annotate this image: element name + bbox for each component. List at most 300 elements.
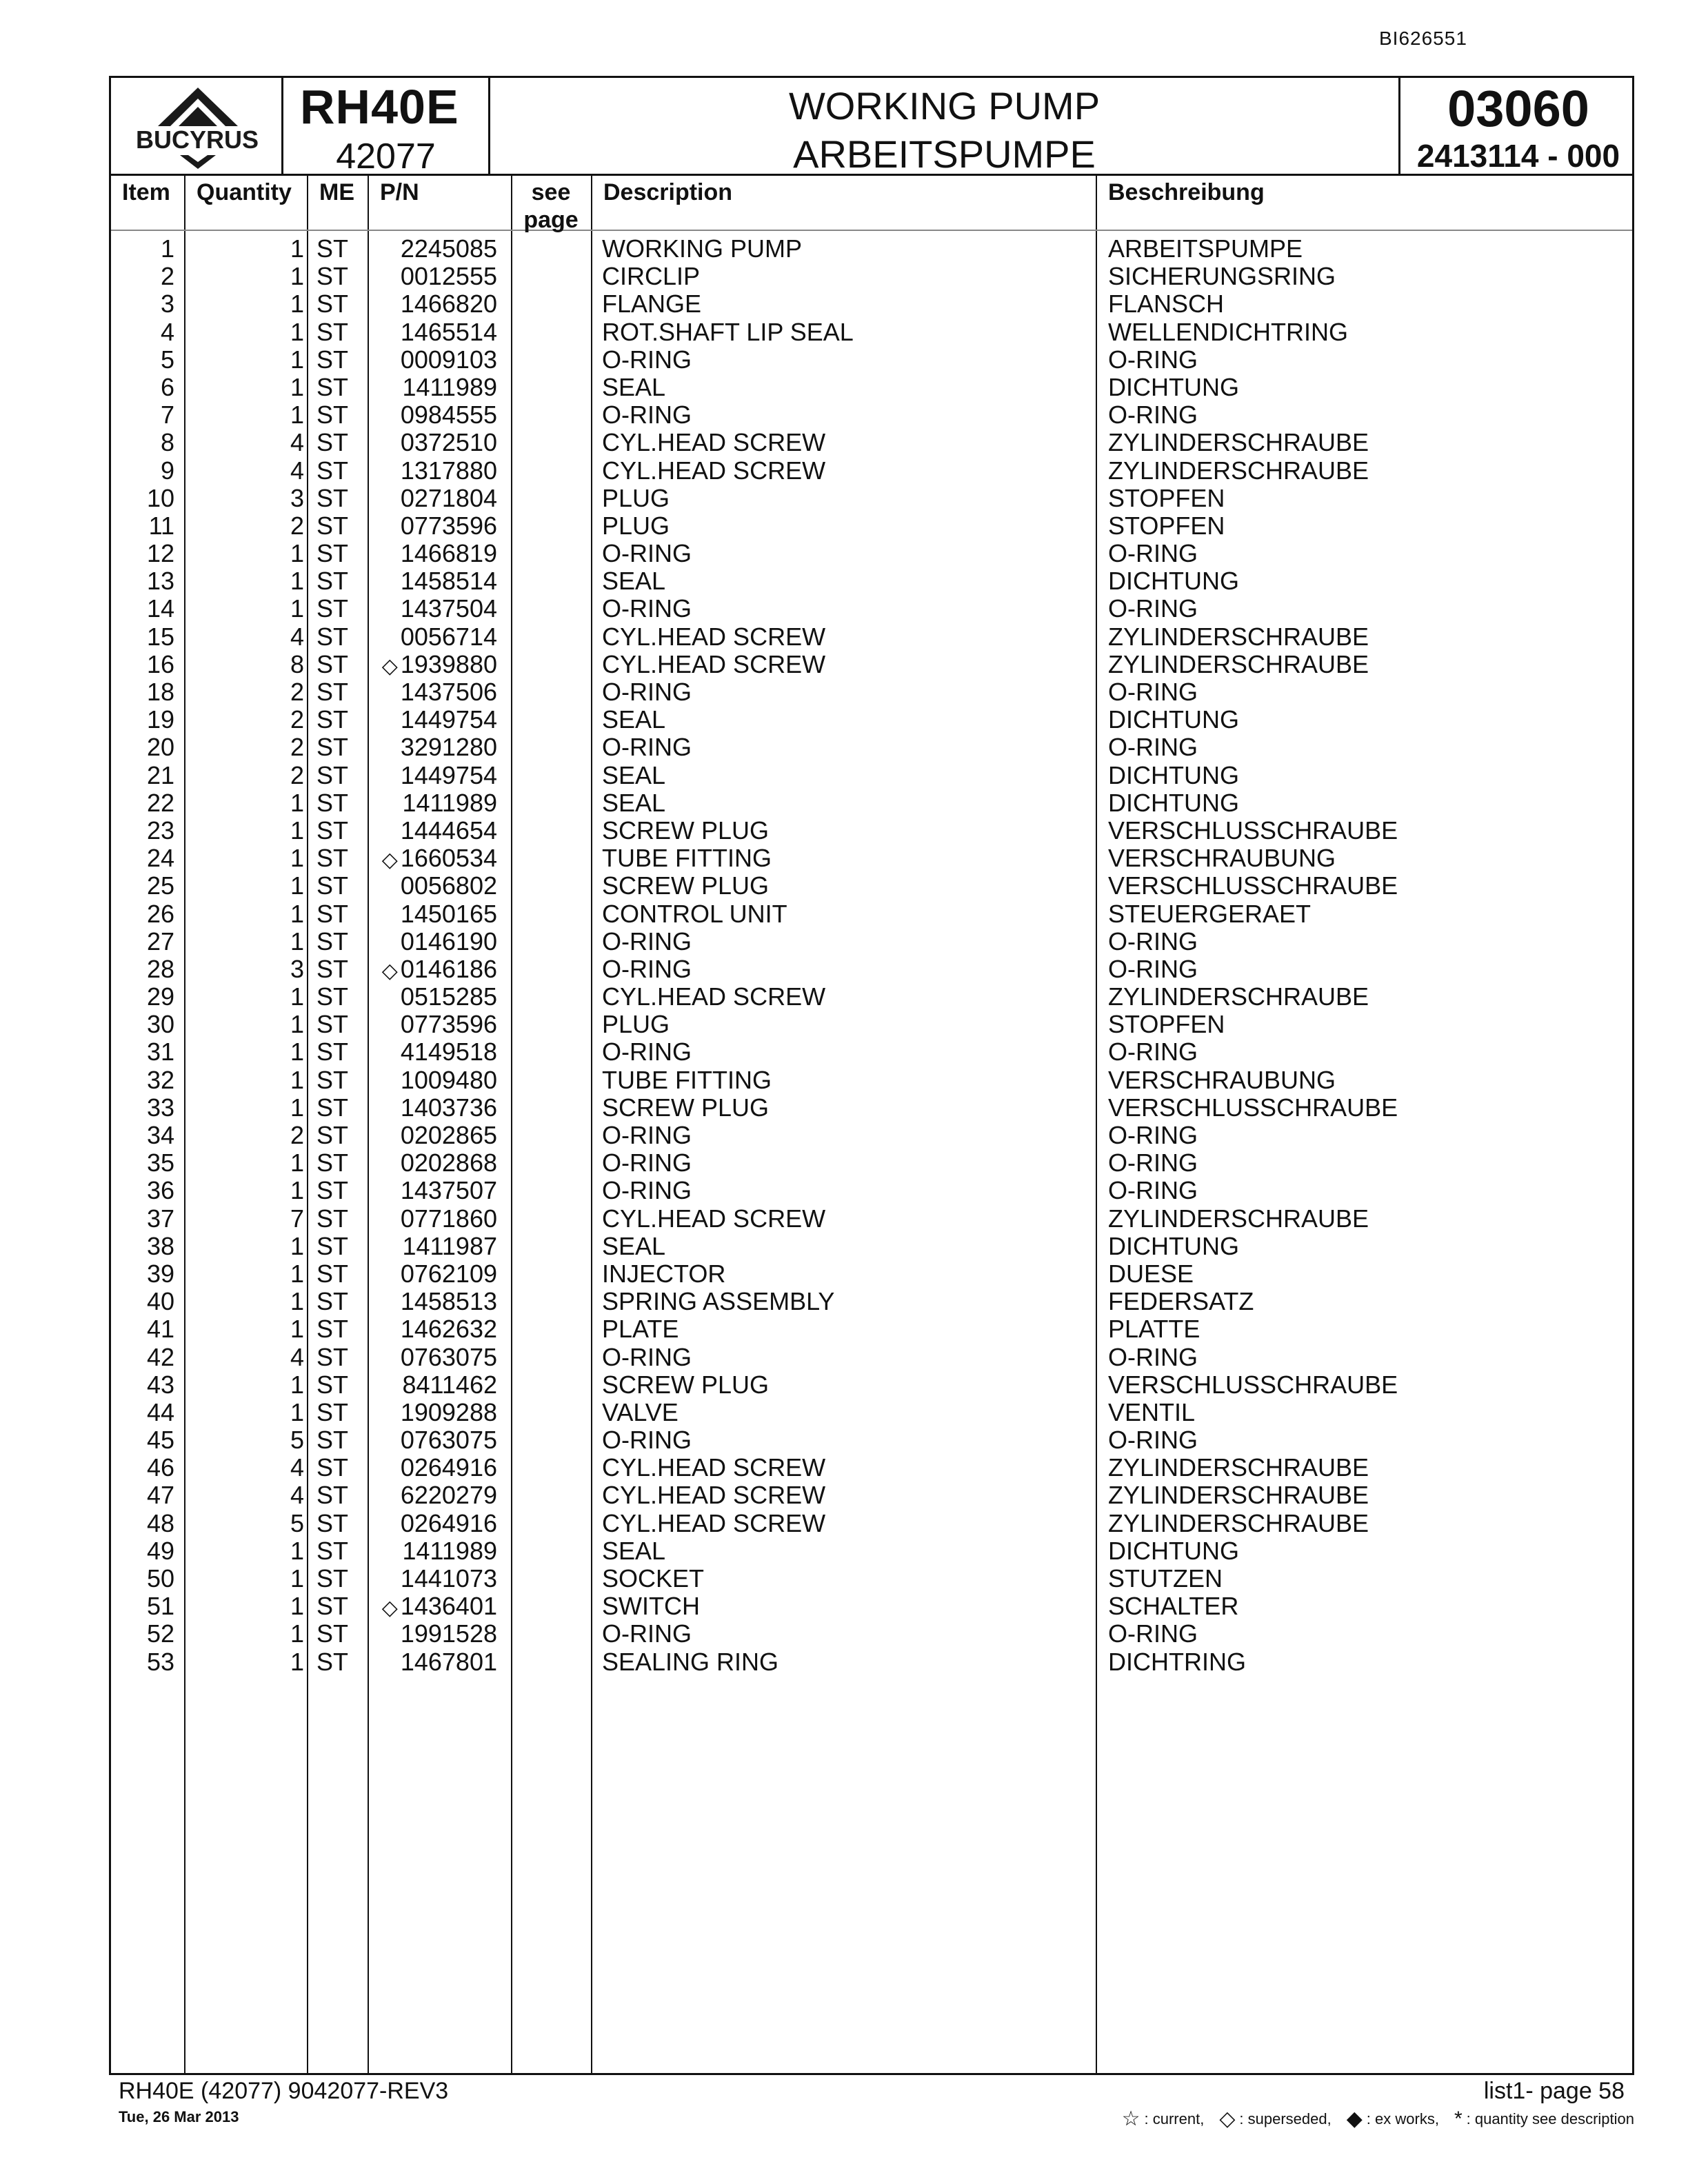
quantity-cell: 1 [290, 372, 304, 401]
part-number: 0515285 [400, 982, 497, 1011]
header-me: ME [319, 179, 354, 205]
part-number: 0372510 [400, 428, 497, 457]
part-number: 1467801 [400, 1647, 497, 1676]
quantity-cell: 1 [290, 1231, 304, 1260]
item-number: 2 [160, 262, 174, 291]
part-number-cell [376, 706, 497, 736]
beschreibung-cell: WELLENDICHTRING [1108, 317, 1349, 346]
quantity-cell: 1 [290, 539, 304, 568]
table-row [111, 845, 1632, 872]
item-number: 42 [146, 1342, 174, 1371]
beschreibung-cell: O-RING [1108, 345, 1198, 374]
description-cell: O-RING [602, 594, 692, 623]
part-number-cell [376, 762, 497, 791]
model-block [283, 78, 490, 174]
quantity-cell: 2 [290, 733, 304, 762]
superseded-icon: ◇ [381, 1597, 398, 1620]
unit-cell: ST [316, 1564, 349, 1593]
header-item: Item [122, 179, 170, 205]
unit-cell: ST [316, 982, 349, 1011]
beschreibung-cell: VERSCHRAUBUNG [1108, 1065, 1336, 1094]
part-number-cell [376, 956, 497, 985]
part-number: 0264916 [400, 1453, 497, 1482]
quantity-cell: 1 [290, 345, 304, 374]
unit-cell: ST [316, 317, 349, 346]
part-number: 2245085 [400, 234, 497, 263]
unit-cell: ST [316, 1592, 349, 1621]
description-cell: O-RING [602, 1149, 692, 1177]
table-row [111, 1038, 1632, 1066]
item-number: 47 [146, 1481, 174, 1510]
beschreibung-cell: STOPFEN [1108, 511, 1225, 540]
part-number: 0012555 [400, 262, 497, 291]
unit-cell: ST [316, 1259, 349, 1288]
quantity-cell: 1 [290, 1315, 304, 1344]
unit-cell: ST [316, 1426, 349, 1455]
beschreibung-cell: O-RING [1108, 954, 1198, 983]
unit-cell: ST [316, 788, 349, 817]
beschreibung-cell: DICHTUNG [1108, 372, 1239, 401]
unit-cell: ST [316, 733, 349, 762]
description-cell: SEAL [602, 788, 666, 817]
description-cell: SWITCH [602, 1592, 700, 1621]
beschreibung-cell: VERSCHLUSSCHRAUBE [1108, 816, 1398, 845]
part-number-cell [376, 983, 497, 1013]
unit-cell: ST [316, 899, 349, 928]
footer-date: Tue, 26 Mar 2013 [119, 2108, 239, 2125]
header-description: Description [603, 179, 733, 205]
part-number: 0146190 [400, 927, 497, 956]
bucyrus-logo-icon [117, 83, 278, 170]
item-number: 9 [160, 456, 174, 485]
part-number: 1939880 [400, 649, 497, 678]
unit-cell: ST [316, 1065, 349, 1094]
part-number: 1317880 [400, 456, 497, 485]
quantity-cell: 1 [290, 1176, 304, 1205]
beschreibung-cell: O-RING [1108, 1619, 1198, 1648]
beschreibung-cell: ZYLINDERSCHRAUBE [1108, 1453, 1369, 1482]
part-number: 0763075 [400, 1342, 497, 1371]
part-number-cell [376, 789, 497, 819]
part-number-cell [376, 1537, 497, 1567]
table-row [111, 900, 1632, 928]
unit-cell: ST [316, 511, 349, 540]
part-number: 0202865 [400, 1121, 497, 1149]
item-number: 20 [146, 733, 174, 762]
part-number: 1437507 [400, 1176, 497, 1205]
unit-cell: ST [316, 483, 349, 512]
quantity-cell: 1 [290, 1397, 304, 1426]
footer-page-number: list1- page 58 [1483, 2078, 1625, 2104]
beschreibung-cell: STOPFEN [1108, 483, 1225, 512]
description-cell: O-RING [602, 345, 692, 374]
superseded-icon: ◇ [381, 849, 398, 872]
part-number: 1991528 [400, 1619, 497, 1648]
beschreibung-cell: STOPFEN [1108, 1010, 1225, 1039]
table-row [111, 983, 1632, 1011]
table-row [111, 928, 1632, 956]
beschreibung-cell: O-RING [1108, 594, 1198, 623]
quantity-cell: 5 [290, 1508, 304, 1537]
group-code: 03060 [1447, 80, 1589, 137]
quantity-cell: 2 [290, 760, 304, 789]
description-cell: CYL.HEAD SCREW [602, 1204, 826, 1233]
table-row [111, 1094, 1632, 1122]
part-number: 1437504 [400, 594, 497, 623]
beschreibung-cell: O-RING [1108, 539, 1198, 568]
item-number: 16 [146, 649, 174, 678]
description-cell: INJECTOR [602, 1259, 726, 1288]
part-number-cell [376, 623, 497, 653]
superseded-icon: ◇ [381, 654, 398, 678]
item-number: 11 [148, 511, 174, 540]
unit-cell: ST [316, 1315, 349, 1344]
table-row [111, 956, 1632, 983]
item-number: 19 [146, 705, 174, 734]
part-number: 1411989 [402, 788, 497, 817]
part-number: 0146186 [400, 954, 497, 983]
header-pn: P/N [380, 179, 419, 205]
item-number: 23 [146, 816, 174, 845]
asterisk-icon: * [1454, 2107, 1463, 2130]
part-number: 1411989 [402, 372, 497, 401]
description-cell: CYL.HEAD SCREW [602, 622, 826, 651]
description-cell: O-RING [602, 678, 692, 706]
part-number: 1403736 [400, 1093, 497, 1122]
part-number-cell [376, 1648, 497, 1678]
unit-cell: ST [316, 567, 349, 596]
header-see-page: see page [523, 179, 579, 233]
beschreibung-cell: FLANSCH [1108, 290, 1225, 318]
beschreibung-cell: ARBEITSPUMPE [1108, 234, 1303, 263]
beschreibung-cell: DICHTUNG [1108, 760, 1239, 789]
part-number-cell [376, 374, 497, 403]
unit-cell: ST [316, 622, 349, 651]
part-number-cell [376, 346, 497, 376]
part-number-cell [376, 1593, 497, 1622]
description-cell: O-RING [602, 1426, 692, 1455]
part-number: 1466819 [400, 539, 497, 568]
part-number: 1009480 [400, 1065, 497, 1094]
unit-cell: ST [316, 844, 349, 873]
description-cell: ROT.SHAFT LIP SEAL [602, 317, 854, 346]
quantity-cell: 1 [290, 927, 304, 956]
item-number: 44 [146, 1397, 174, 1426]
description-cell: SOCKET [602, 1564, 705, 1593]
description-cell: SCREW PLUG [602, 816, 770, 845]
legend-item [1454, 2107, 1634, 2131]
item-number: 12 [146, 539, 174, 568]
beschreibung-cell: ZYLINDERSCHRAUBE [1108, 649, 1369, 678]
description-cell: SEAL [602, 760, 666, 789]
quantity-cell: 1 [290, 788, 304, 817]
part-number-cell [376, 1482, 497, 1511]
part-number: 0773596 [400, 511, 497, 540]
description-cell: PLUG [602, 483, 670, 512]
unit-cell: ST [316, 262, 349, 291]
parts-list-frame [109, 76, 1634, 2075]
quantity-cell: 1 [290, 899, 304, 928]
beschreibung-cell: ZYLINDERSCHRAUBE [1108, 1508, 1369, 1537]
quantity-cell: 2 [290, 511, 304, 540]
unit-cell: ST [316, 1619, 349, 1648]
table-row [111, 1177, 1632, 1204]
table-row [111, 1066, 1632, 1094]
item-number: 40 [146, 1287, 174, 1316]
title-english: WORKING PUMP [788, 84, 1101, 128]
ex-works-diamond-icon: ◆ [1346, 2107, 1363, 2130]
table-row [111, 485, 1632, 512]
beschreibung-cell: VERSCHLUSSCHRAUBE [1108, 1093, 1398, 1122]
footer-document-ref: RH40E (42077) 9042077-REV3 [119, 2078, 449, 2104]
description-cell: SEAL [602, 372, 666, 401]
quantity-cell: 1 [290, 1093, 304, 1122]
item-number: 53 [146, 1647, 174, 1676]
table-row [111, 623, 1632, 651]
description-cell: CYL.HEAD SCREW [602, 1508, 826, 1537]
description-cell: CYL.HEAD SCREW [602, 456, 826, 485]
table-row [111, 651, 1632, 678]
description-cell: WORKING PUMP [602, 234, 803, 263]
description-cell: SEAL [602, 1231, 666, 1260]
quantity-cell: 1 [290, 1065, 304, 1094]
quantity-cell: 2 [290, 705, 304, 734]
part-number-cell [376, 1315, 497, 1345]
part-number: 1411989 [402, 1536, 497, 1565]
table-row [111, 1510, 1632, 1537]
table-row [111, 678, 1632, 706]
part-number-cell [376, 651, 497, 680]
table-row [111, 1233, 1632, 1260]
beschreibung-cell: O-RING [1108, 1121, 1198, 1149]
beschreibung-cell: DICHTUNG [1108, 1231, 1239, 1260]
item-number: 24 [146, 844, 174, 873]
part-number-cell [376, 567, 497, 597]
part-number-cell [376, 1510, 497, 1539]
model-number: 42077 [336, 136, 436, 176]
table-row [111, 1260, 1632, 1288]
legend-text: : superseded, [1239, 2110, 1332, 2127]
unit-cell: ST [316, 428, 349, 457]
quantity-cell: 1 [290, 290, 304, 318]
unit-cell: ST [316, 1508, 349, 1537]
quantity-cell: 1 [290, 1259, 304, 1288]
part-number-cell [376, 1177, 497, 1206]
table-row [111, 540, 1632, 567]
part-number: 1458513 [400, 1287, 497, 1316]
table-row [111, 1122, 1632, 1149]
quantity-cell: 8 [290, 649, 304, 678]
header-quantity: Quantity [197, 179, 292, 205]
unit-cell: ST [316, 1176, 349, 1205]
table-row [111, 1648, 1632, 1676]
quantity-cell: 1 [290, 1564, 304, 1593]
item-number: 48 [146, 1508, 174, 1537]
part-number-cell [376, 1565, 497, 1595]
description-cell: CYL.HEAD SCREW [602, 649, 826, 678]
part-number-cell [376, 1426, 497, 1456]
part-number-cell [376, 1149, 497, 1179]
quantity-cell: 1 [290, 234, 304, 263]
part-number-cell [376, 1066, 497, 1096]
table-row [111, 1371, 1632, 1399]
table-row [111, 346, 1632, 374]
group-block [1400, 78, 1636, 174]
quantity-cell: 4 [290, 1481, 304, 1510]
unit-cell: ST [316, 345, 349, 374]
unit-cell: ST [316, 372, 349, 401]
item-number: 37 [146, 1204, 174, 1233]
table-row [111, 290, 1632, 318]
title-block [111, 78, 1632, 176]
item-number: 5 [160, 345, 174, 374]
current-star-icon: ☆ [1121, 2107, 1141, 2130]
part-number-cell [376, 1038, 497, 1068]
item-number: 8 [160, 428, 174, 457]
beschreibung-cell: DICHTRING [1108, 1647, 1246, 1676]
table-row [111, 1011, 1632, 1038]
item-number: 7 [160, 401, 174, 429]
item-number: 36 [146, 1176, 174, 1205]
part-number-cell [376, 845, 497, 874]
quantity-cell: 1 [290, 567, 304, 596]
description-cell: PLATE [602, 1315, 679, 1344]
part-number: 1450165 [400, 899, 497, 928]
table-row [111, 762, 1632, 789]
item-number: 29 [146, 982, 174, 1011]
unit-cell: ST [316, 1647, 349, 1676]
quantity-cell: 1 [290, 1592, 304, 1621]
description-cell: O-RING [602, 1121, 692, 1149]
table-row [111, 1399, 1632, 1426]
part-number: 1449754 [400, 705, 497, 734]
beschreibung-cell: O-RING [1108, 733, 1198, 762]
beschreibung-cell: O-RING [1108, 1426, 1198, 1455]
description-cell: SEAL [602, 1536, 666, 1565]
item-number: 38 [146, 1231, 174, 1260]
description-cell: SPRING ASSEMBLY [602, 1287, 835, 1316]
part-number-cell [376, 235, 497, 265]
logo-wordmark: BUCYRUS [135, 125, 259, 154]
beschreibung-cell: O-RING [1108, 1149, 1198, 1177]
item-number: 22 [146, 788, 174, 817]
part-number-cell [376, 263, 497, 292]
item-number: 25 [146, 871, 174, 900]
description-cell: O-RING [602, 1342, 692, 1371]
item-number: 41 [146, 1315, 174, 1344]
quantity-cell: 2 [290, 1121, 304, 1149]
part-number: 0056802 [400, 871, 497, 900]
part-number: 1909288 [400, 1397, 497, 1426]
item-number: 46 [146, 1453, 174, 1482]
part-number: 1411987 [402, 1231, 497, 1260]
part-number-cell [376, 290, 497, 320]
quantity-cell: 1 [290, 1287, 304, 1316]
unit-cell: ST [316, 1453, 349, 1482]
unit-cell: ST [316, 1038, 349, 1066]
legend-text: : ex works, [1366, 2110, 1439, 2127]
quantity-cell: 2 [290, 678, 304, 706]
part-number: 0009103 [400, 345, 497, 374]
item-number: 34 [146, 1121, 174, 1149]
description-cell: SEAL [602, 567, 666, 596]
quantity-cell: 1 [290, 1010, 304, 1039]
unit-cell: ST [316, 456, 349, 485]
unit-cell: ST [316, 1149, 349, 1177]
quantity-cell: 1 [290, 1149, 304, 1177]
quantity-cell: 3 [290, 954, 304, 983]
part-number-cell [376, 900, 497, 930]
unit-cell: ST [316, 1287, 349, 1316]
description-cell: TUBE FITTING [602, 1065, 772, 1094]
part-number-cell [376, 1233, 497, 1262]
part-number-cell [376, 485, 497, 514]
quantity-cell: 5 [290, 1426, 304, 1455]
part-number-cell [376, 540, 497, 569]
beschreibung-cell: O-RING [1108, 1038, 1198, 1066]
beschreibung-cell: O-RING [1108, 1176, 1198, 1205]
symbol-legend [1122, 2107, 1634, 2131]
unit-cell: ST [316, 678, 349, 706]
part-number-cell [376, 1011, 497, 1040]
part-number: 1437506 [400, 678, 497, 706]
part-number-cell [376, 429, 497, 458]
legend-item [1122, 2107, 1205, 2131]
superseded-icon: ◇ [381, 959, 398, 982]
unit-cell: ST [316, 1093, 349, 1122]
item-number: 35 [146, 1149, 174, 1177]
item-number: 45 [146, 1426, 174, 1455]
table-row [111, 318, 1632, 346]
table-row [111, 1454, 1632, 1482]
description-cell: VALVE [602, 1397, 679, 1426]
part-number-cell [376, 595, 497, 625]
description-cell: CYL.HEAD SCREW [602, 982, 826, 1011]
part-number: 1462632 [400, 1315, 497, 1344]
part-number: 1458514 [400, 567, 497, 596]
table-row [111, 429, 1632, 456]
unit-cell: ST [316, 1397, 349, 1426]
item-number: 27 [146, 927, 174, 956]
description-cell: TUBE FITTING [602, 844, 772, 873]
quantity-cell: 1 [290, 317, 304, 346]
parts-table-body [111, 235, 1632, 1676]
item-number: 1 [160, 234, 174, 263]
unit-cell: ST [316, 705, 349, 734]
quantity-cell: 4 [290, 428, 304, 457]
table-row [111, 457, 1632, 485]
part-number-cell [376, 734, 497, 763]
description-cell: O-RING [602, 927, 692, 956]
legend-text: : current, [1144, 2110, 1205, 2127]
table-row [111, 374, 1632, 401]
part-number-cell [376, 401, 497, 431]
beschreibung-cell: ZYLINDERSCHRAUBE [1108, 982, 1369, 1011]
part-number-cell [376, 457, 497, 487]
unit-cell: ST [316, 401, 349, 429]
table-row [111, 1315, 1632, 1343]
description-cell: PLUG [602, 511, 670, 540]
part-number-cell [376, 1620, 497, 1650]
unit-cell: ST [316, 1204, 349, 1233]
unit-cell: ST [316, 1231, 349, 1260]
part-number: 1436401 [400, 1592, 497, 1621]
quantity-cell: 1 [290, 1647, 304, 1676]
table-row [111, 1344, 1632, 1371]
table-row [111, 817, 1632, 845]
part-number: 0773596 [400, 1010, 497, 1039]
beschreibung-cell: FEDERSATZ [1108, 1287, 1254, 1316]
